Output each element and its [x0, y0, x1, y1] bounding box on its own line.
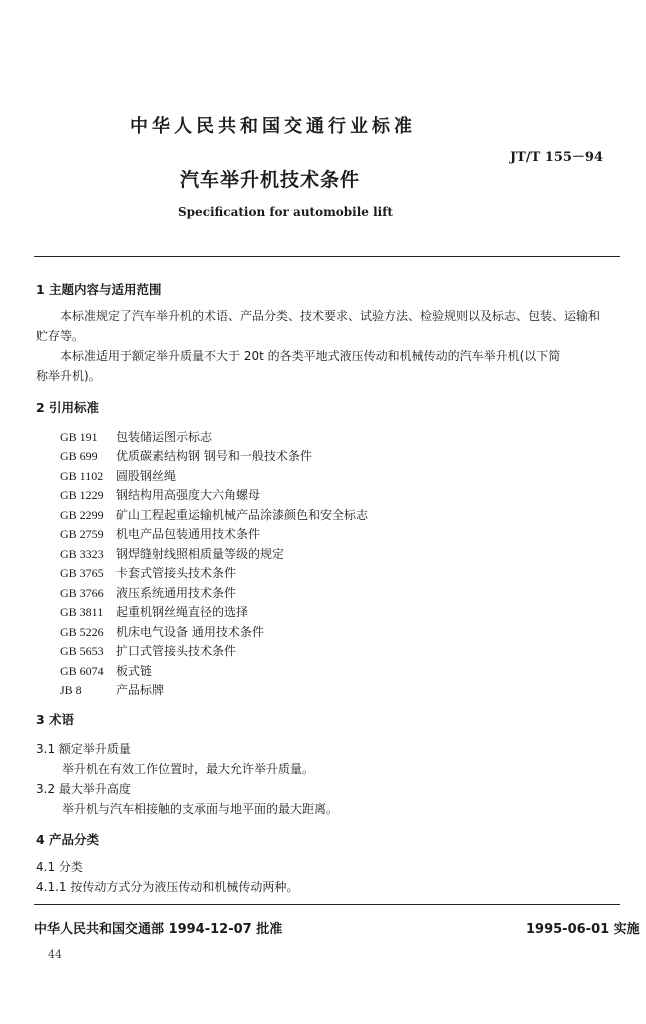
- reference-title: 圆股钢丝绳: [116, 469, 177, 483]
- reference-title: 包装储运图示标志: [116, 430, 213, 444]
- reference-item: [60, 564, 236, 581]
- reference-item: [60, 623, 264, 640]
- reference-title: 扩口式管接头技术条件: [116, 644, 237, 658]
- page-number: 44: [48, 948, 62, 961]
- reference-title: 板式链: [116, 664, 153, 678]
- reference-item: [60, 603, 248, 620]
- term-1-heading: 3.1 额定举升质量: [36, 742, 131, 756]
- reference-code: GB 3811: [60, 605, 104, 619]
- reference-code: GB 1229: [60, 488, 104, 502]
- reference-title: 卡套式管接头技术条件: [116, 566, 237, 580]
- reference-title: 产品标牌: [116, 683, 165, 697]
- reference-code: GB 5653: [60, 644, 104, 658]
- reference-code: JB 8: [60, 683, 82, 697]
- section-4-heading: 4 产品分类: [36, 832, 100, 847]
- reference-item: [60, 662, 152, 679]
- term-2-heading: 3.2 最大举升高度: [36, 782, 131, 796]
- reference-item: [60, 447, 312, 464]
- reference-title: 起重机钢丝绳直径的选择: [116, 605, 249, 619]
- reference-code: GB 3323: [60, 547, 104, 561]
- document-title: 汽车举升机技术条件: [180, 169, 361, 191]
- reference-code: GB 191: [60, 430, 98, 444]
- reference-item: [60, 642, 236, 659]
- paragraph-line: 贮存等。: [36, 329, 85, 343]
- reference-code: GB 1102: [60, 469, 104, 483]
- reference-code: GB 5226: [60, 625, 104, 639]
- reference-title: 液压系统通用技术条件: [116, 586, 237, 600]
- reference-title: 机电产品包装通用技术条件: [116, 527, 261, 541]
- reference-title: 矿山工程起重运输机械产品涂漆颜色和安全标志: [116, 508, 369, 522]
- reference-title: 优质碳素结构钢 钢号和一般技术条件: [116, 449, 312, 463]
- reference-item: [60, 525, 260, 542]
- reference-code: GB 699: [60, 449, 98, 463]
- reference-item: [60, 545, 284, 562]
- section-1-heading: 1 主题内容与适用范围: [36, 282, 162, 297]
- section-1-body: [36, 306, 622, 386]
- reference-item: [60, 584, 236, 601]
- reference-item: [60, 467, 176, 484]
- term-2-definition: 举升机与汽车相接触的支承面与地平面的最大距离。: [62, 802, 339, 816]
- implementation-date: 1995-06-01 实施: [526, 922, 640, 937]
- reference-title: 机床电气设备 通用技术条件: [116, 625, 264, 639]
- reference-code: GB 3765: [60, 566, 104, 580]
- section-3-heading: 3 术语: [36, 712, 75, 727]
- reference-code: GB 2759: [60, 527, 104, 541]
- paragraph-line: 本标准适用于额定举升质量不大于 20t 的各类平地式液压传动和机械传动的汽车举升机(以下简: [60, 349, 561, 363]
- reference-code: GB 2299: [60, 508, 104, 522]
- subsection-4-1-1: 4.1.1 按传动方式分为液压传动和机械传动两种。: [36, 880, 299, 894]
- section-2-heading: 2 引用标准: [36, 400, 100, 415]
- document-title-english: Specification for automobile lift: [178, 205, 393, 219]
- reference-item: [60, 486, 260, 503]
- reference-item: [60, 506, 368, 523]
- reference-title: 钢结构用高强度大六角螺母: [116, 488, 261, 502]
- header-divider: [34, 256, 620, 257]
- subsection-4-1-heading: 4.1 分类: [36, 860, 83, 874]
- reference-code: GB 6074: [60, 664, 104, 678]
- organization-title: 中华人民共和国交通行业标准: [130, 116, 416, 137]
- reference-title: 钢焊缝射线照相质量等级的规定: [116, 547, 285, 561]
- paragraph-line: 称举升机)。: [36, 369, 101, 383]
- reference-item: [60, 681, 164, 698]
- standard-code: JT/T 155－94: [510, 150, 603, 165]
- paragraph-line: 本标准规定了汽车举升机的术语、产品分类、技术要求、试验方法、检验规则以及标志、包装、运输和: [60, 309, 601, 323]
- reference-item: [60, 428, 212, 445]
- approval-statement: 中华人民共和国交通部 1994-12-07 批准: [34, 922, 283, 937]
- term-1-definition: 举升机在有效工作位置时，最大允许举升质量。: [62, 762, 315, 776]
- reference-code: GB 3766: [60, 586, 104, 600]
- footer-divider: [34, 904, 620, 905]
